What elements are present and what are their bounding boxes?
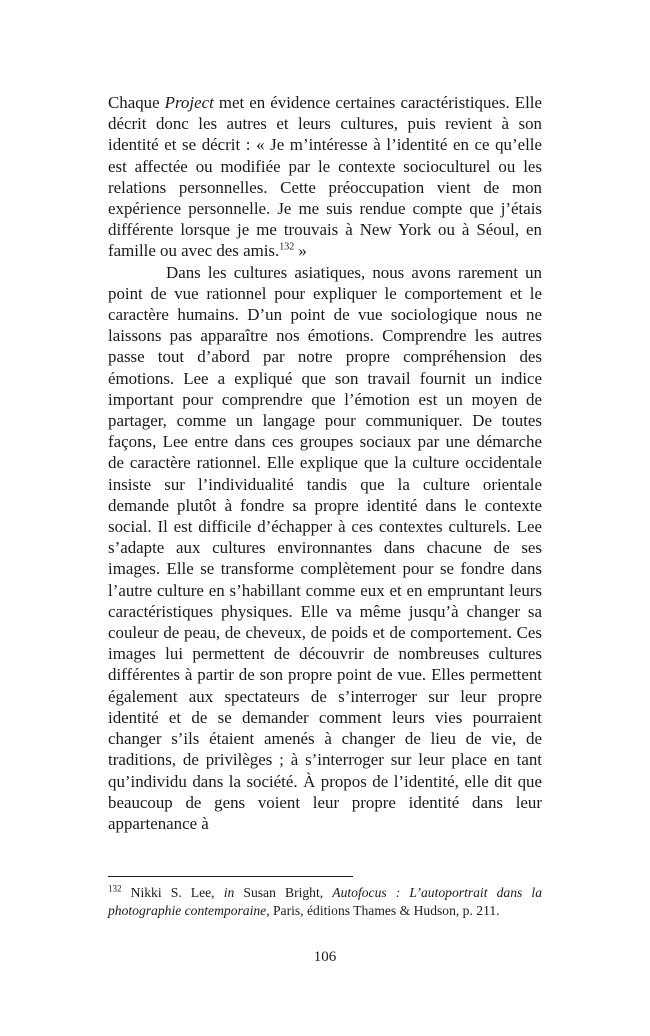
footnote-publisher: , Paris, éditions Thames & Hudson, p. 211. <box>266 902 500 918</box>
paragraph-1-text-a: Chaque <box>108 93 165 112</box>
footnote-132 <box>108 884 542 919</box>
footnote-in-italic: in <box>223 885 235 900</box>
body-text <box>108 92 542 834</box>
footnote-number: 132 <box>108 883 122 894</box>
paragraph-1-text-b: met en évidence certaines caractéristiques. Elle décrit donc les autres et leurs cultures, puis revient à son identité et se décrit : « Je m’intéresse à l’identité en ce qu’elle est affectée ou modifiée par le contexte socioculturel ou les relations personnelles. Cette préoccupation vient de mon expérience personnelle. Je me suis rendue compte que j’étais différente lorsque je me trouvais à New York ou à Séoul, en famille ou avec des amis. <box>108 93 542 261</box>
paragraph-1-text-c: » <box>294 241 307 261</box>
footnote-separator <box>108 876 353 877</box>
footnote-author: Nikki S. Lee, <box>121 885 224 900</box>
project-title-italic: Project <box>164 93 214 112</box>
paragraph-2: Dans les cultures asiatiques, nous avons rarement un point de vue rationnel pour expliquer le comportement et le caractère humains. D’un point de vue sociologique nous ne laissons pas apparaître nos émotions. Comprendre les autres passe tout d’abord par notre propre compréhension des émotions. Lee a expliqué que son travail fournit un indice important pour comprendre que l’émotion est un moyen de partager, comme un langage pour communiquer. De toutes façons, Lee entre dans ces groupes sociaux par une démarche de caractère rationnel. Elle explique que la culture occidentale insiste sur l’individualité tandis que la culture orientale demande plutôt à fondre sa propre identité dans le contexte social. Il est difficile d’échapper à ces contextes culturels. Lee s’adapte aux cultures environnantes dans chacune de ses images. Elle se transforme complètement pour se fondre dans l’autre culture en s’habillant comme eux et en empruntant leurs caractéristiques physiques. Elle va même jusqu’à changer sa couleur de peau, de cheveux, de poids et de comportement. Ces images lui permettent de découvrir de nombreuses cultures différentes à partir de son propre point de vue. Elles permettent également aux spectateurs de s’interroger sur leur propre identité et de se demander comment leurs vies pourraient changer s’ils étaient amenés à changer de lieu de vie, de traditions, de privilèges ; à s’interroger sur leur place en tant qu’individu dans la société. À propos de l’identité, elle dit que beaucoup de gens voient leur propre identité dans leur appartenance à <box>108 262 542 833</box>
footnote-book-title: Autofocus : L’autoportrait dans la photographie contemporaine <box>108 885 542 918</box>
paragraph-1 <box>108 92 542 262</box>
page-number: 106 <box>313 949 337 965</box>
footnote-editor: Susan Bright, <box>234 885 333 900</box>
footnote-reference[interactable]: 132 <box>279 241 295 253</box>
